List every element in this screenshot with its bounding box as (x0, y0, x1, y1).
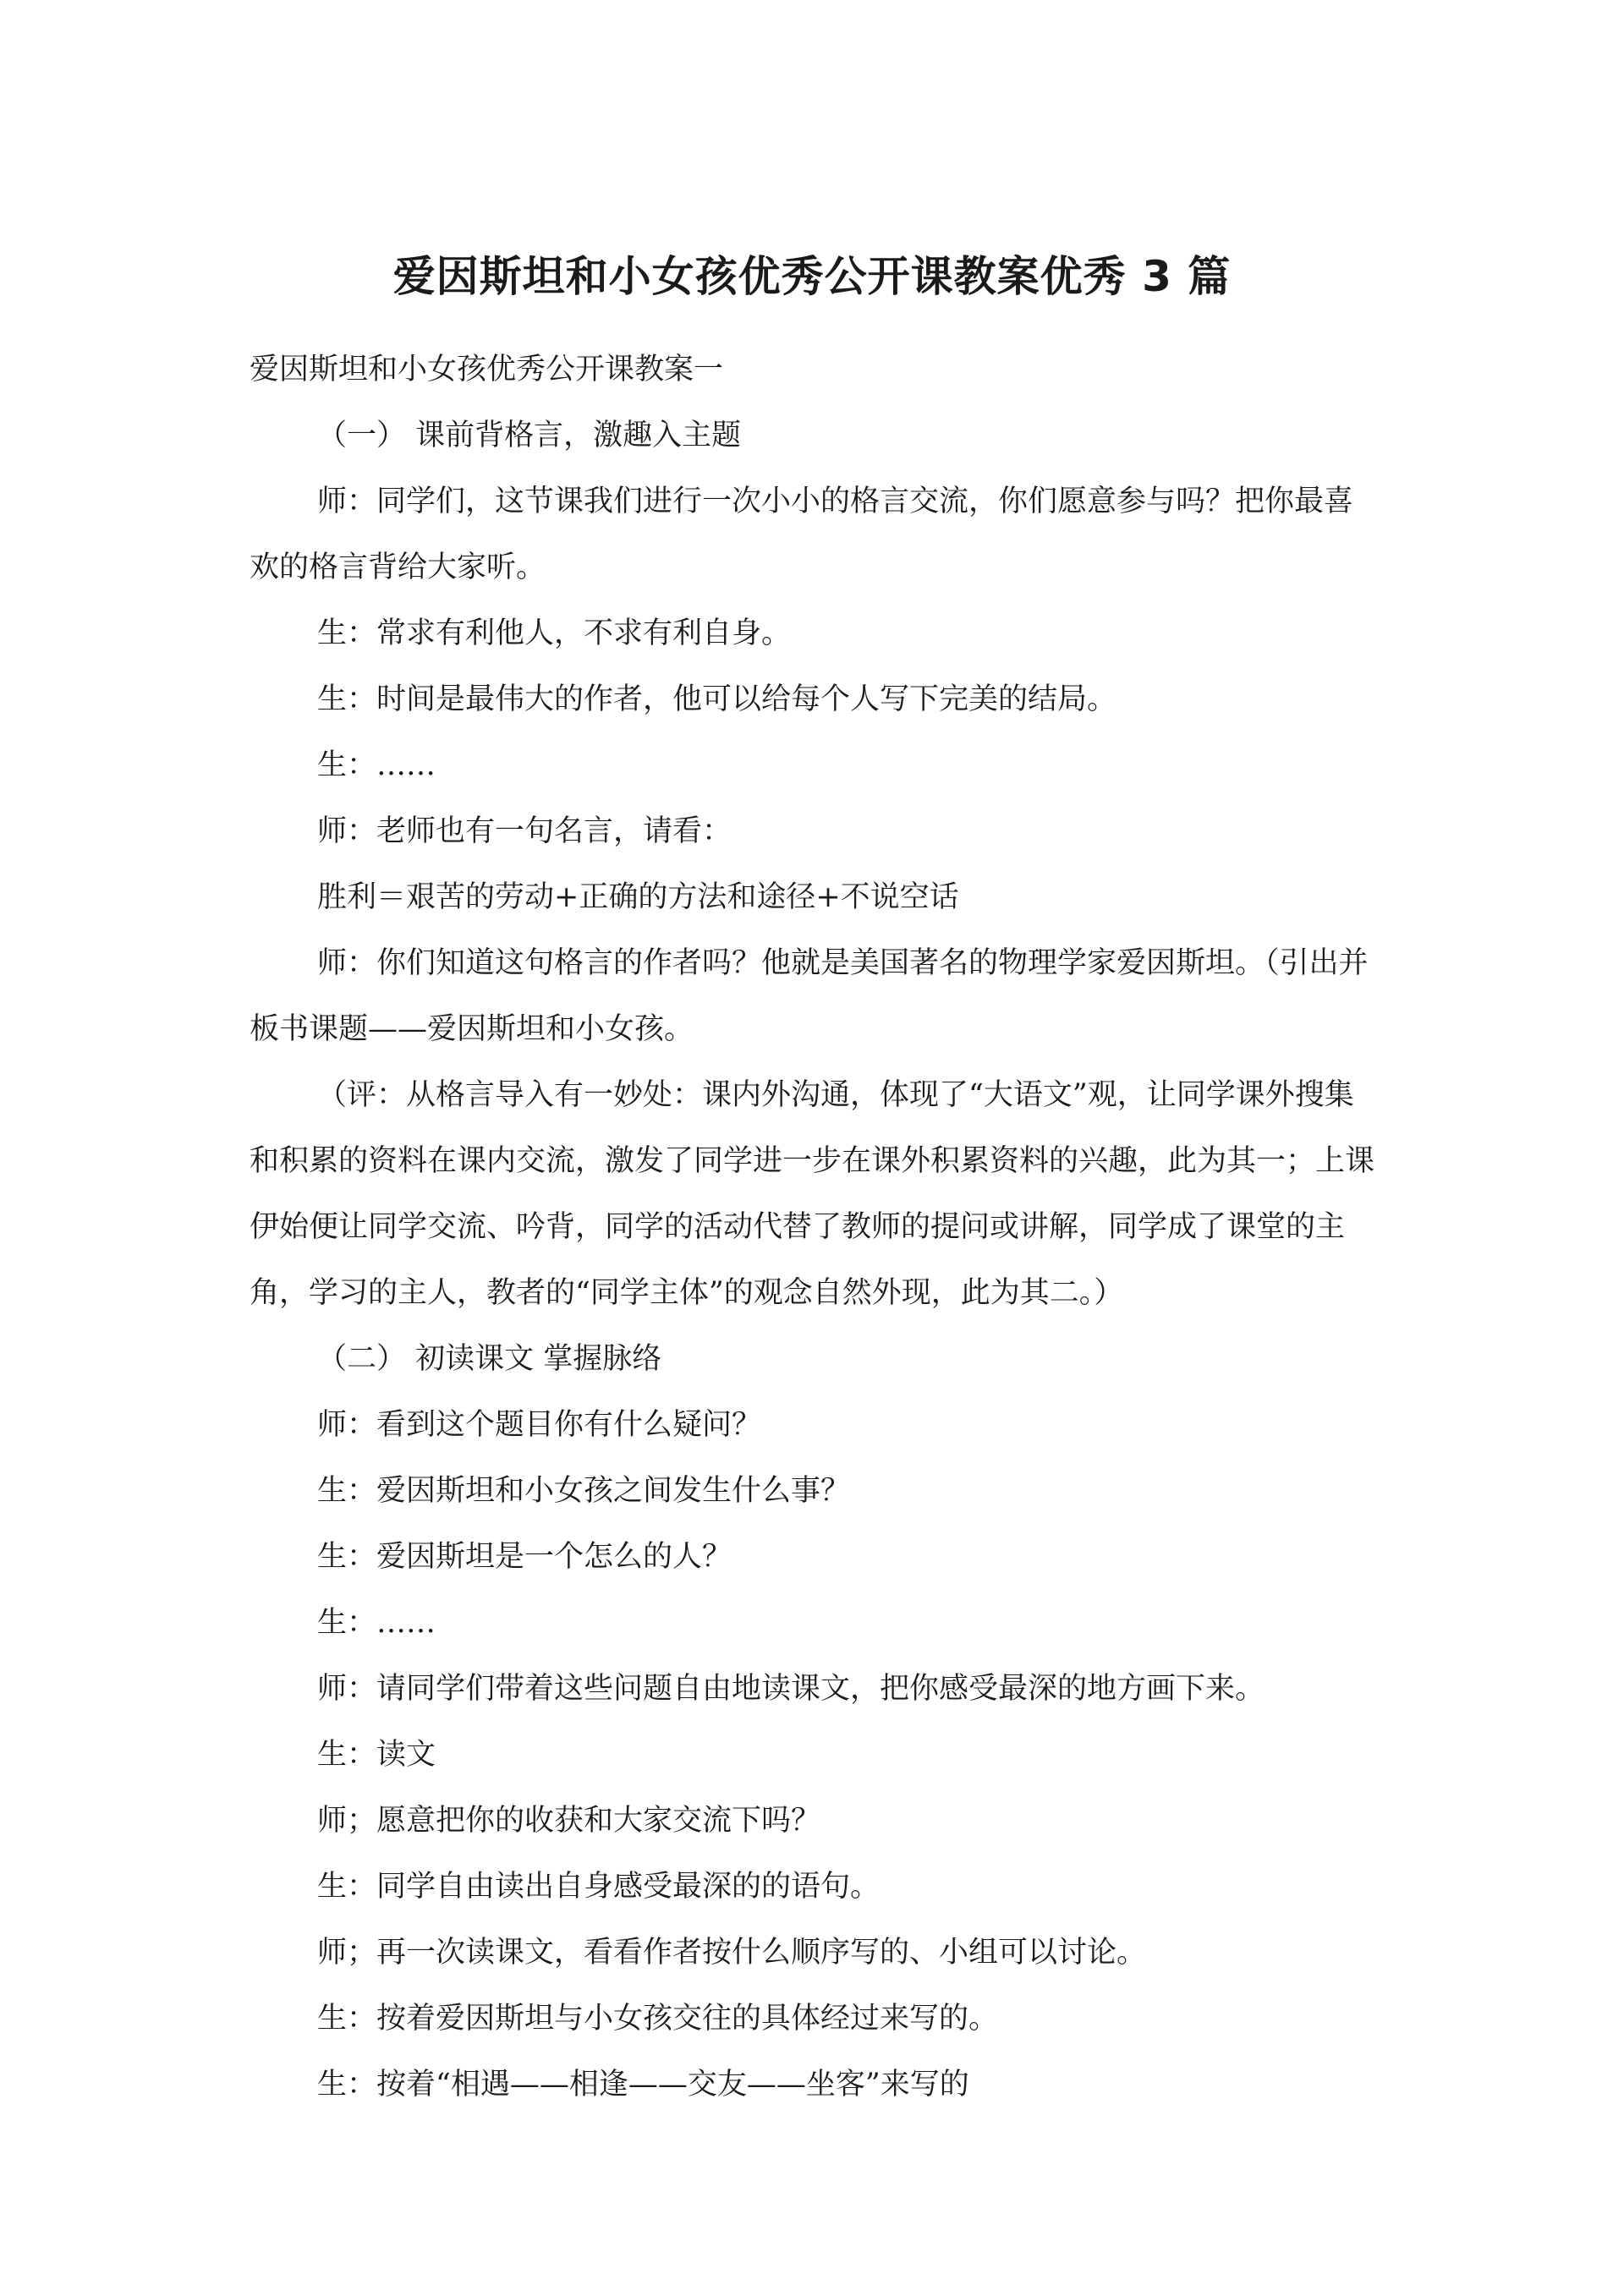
paragraph: 师：请同学们带着这些问题自由地读课文，把你感受最深的地方画下来。 (317, 1672, 1265, 1706)
document-body (250, 337, 1374, 2118)
paragraph: 师；愿意把你的收获和大家交流下吗？ (317, 1804, 821, 1838)
paragraph: 师：看到这个题目你有什么疑问？ (317, 1408, 762, 1442)
paragraph: 生：…… (317, 748, 436, 782)
paragraph: 生：时间是最伟大的作者，他可以给每个人写下完美的结局。 (317, 682, 1117, 716)
paragraph: 生：按着爱因斯坦与小女孩交往的具体经过来写的。 (317, 2002, 999, 2036)
section-heading-1: （一） 课前背格言，激趣入主题 (317, 419, 742, 452)
paragraph: 师：同学们，这节课我们进行一次小小的格言交流，你们愿意参与吗？把你最喜欢的格言背给大家听。 (250, 485, 1354, 584)
section-subtitle: 爱因斯坦和小女孩优秀公开课教案一 (250, 353, 724, 386)
paragraph: 胜利＝艰苦的劳动+正确的方法和途径+不说空话 (317, 880, 959, 914)
paragraph: 生：常求有利他人，不求有利自身。 (317, 616, 792, 650)
document-title: 爱因斯坦和小女孩优秀公开课教案优秀 3 篇 (392, 252, 1232, 301)
paragraph: 师：老师也有一句名言，请看： (317, 814, 732, 848)
commentary-paragraph: （评：从格言导入有一妙处：课内外沟通，体现了“大语文”观，让同学课外搜集和积累的资料在课内交流，激发了同学进一步在课外积累资料的兴趣，此为其一；上课伊始便让同学交流、吟背，同学的活动代替了教师的提问或讲解，同学成了课堂的主角，学习的主人，教者的“同学主体”的观念自然外现，此为其二。） (250, 1078, 1375, 1310)
paragraph: 师；再一次读课文，看看作者按什么顺序写的、小组可以讨论。 (317, 1936, 1147, 1970)
section-heading-2: （二） 初读课文 掌握脉络 (317, 1342, 662, 1376)
paragraph: 生：同学自由读出自身感受最深的的语句。 (317, 1870, 881, 1904)
paragraph: 师：你们知道这句格言的作者吗？他就是美国著名的物理学家爱因斯坦。（引出并板书课题——爱因斯坦和小女孩。 (250, 946, 1369, 1046)
paragraph: 生：爱因斯坦和小女孩之间发生什么事？ (317, 1474, 851, 1508)
paragraph: 生：按着“相遇——相逢——交友——坐客”来写的 (317, 2068, 969, 2101)
paragraph: 生：…… (317, 1606, 436, 1640)
paragraph: 生：读文 (317, 1738, 436, 1772)
paragraph: 生：爱因斯坦是一个怎么的人？ (317, 1540, 732, 1574)
